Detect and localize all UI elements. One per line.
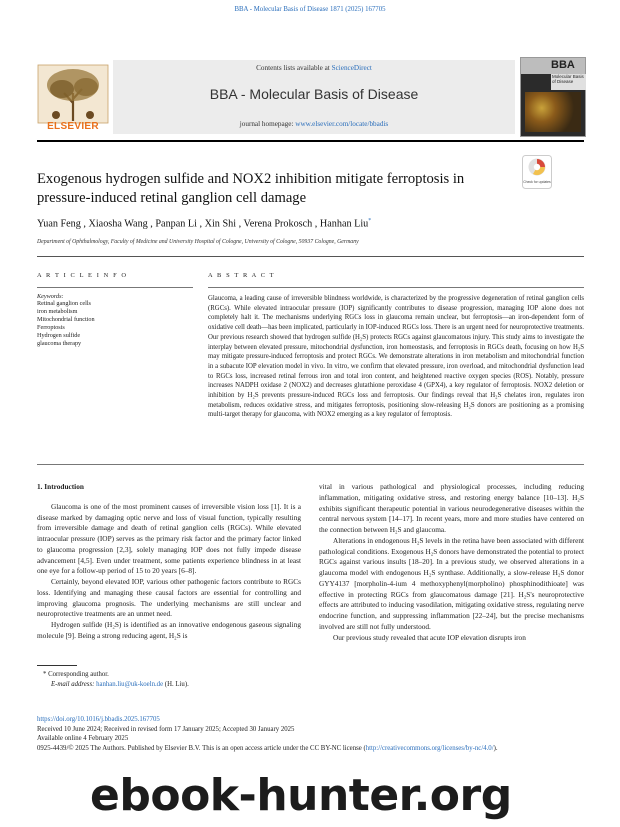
body-paragraph: Hydrogen sulfide (H₂S) is identified as an innovative endogenous gaseous signaling molecule [9]. Being a strong reducing agent, H₂S is [37,620,301,640]
body-paragraph: vital in various pathological and physiological processes, including reducing inflammation, mitigating oxidative stress, and restoring energy balance [10–13]. H₂S exhibits significant therapeutic potential in various neurodegenerative diseases within the central nervous system [14–17]. In recent years, more and more studies have centered on the connection between H₂S and glaucoma. [319,482,584,534]
body-paragraph: Our previous study revealed that acute IOP elevation disrupts iron [333,632,526,642]
received-dates: Received 10 June 2024; Received in revised form 17 January 2025; Accepted 30 January 2025 [37,725,295,733]
body-paragraph: Alterations in endogenous H₂S levels in the retina have been associated with different pathological conditions. Exogenous H₂S donors have demonstrated the potential to protect RGCs against various insults [18–20]. In a previous study, we observed alterations in a glaucoma model with endogenous H₂S synthase. Additionally, a slow-release H₂S donor GYY4137 [morpholin-4-ium 4 methoxyphenyl(morpholino) phosphinodithioate] was effective in protecting RGCs from glaucomatous damage [21]. H₂S's neuroprotective effects are attributed to inducing vasodilation, mitigating oxidative stress, regulating nerve endocrine function, and suppressing inflammation [22–24], but the precise mechanisms involved are still not fully understood. [319,535,584,631]
footnote [37,670,189,689]
body-paragraph: Glaucoma is one of the most prominent causes of irreversible vision loss [1]. It is a disease marked by damaging optic nerve and loss of visual function, typically resulting from irreversible damage and death of retinal ganglion cells (RGCs). While elevated intraocular pressure (IOP) serves as the primary risk factor and the primary factor linked to glaucoma progression [2,3], solely managing IOP does not fully impede disease advancement [4,5]. Even under treatment, some patients experience blindness in at least one eye for a follow-up period of 15 to 20 years [6–8]. [37,501,301,576]
cover-title: BBA [551,59,575,71]
keywords-rule [37,287,193,288]
corresponding-author-note: * Corresponding author. [43,671,109,678]
section-heading: 1. Introduction [37,482,84,491]
abstract-rule [208,287,584,288]
affiliation-rule [37,256,584,257]
license-line [37,744,584,754]
license-prefix: 0925-4439/© 2025 The Authors. Published by Elsevier B.V. This is an open access article under the CC BY-NC license ( [37,744,366,752]
contents-prefix: Contents lists available at [256,64,332,72]
footnote-rule [37,665,77,666]
sciencedirect-link[interactable]: ScienceDirect [331,64,372,72]
license-suffix: ). [493,744,498,752]
keywords-label: Keywords: [37,293,64,300]
abstract-heading: A B S T R A C T [208,272,276,279]
homepage-prefix: journal homepage: [239,120,296,128]
homepage-link[interactable]: www.elsevier.com/locate/bbadis [295,120,389,128]
body-left-column [37,482,301,642]
keyword-item: Mitochondrial function [37,316,95,323]
body-right-column [319,482,584,643]
keyword-item: Hydrogen sulfide [37,332,81,339]
check-for-updates-icon[interactable] [522,155,552,189]
header-rule [37,140,584,142]
available-online: Available online 4 February 2025 [37,735,129,743]
cover-image [525,92,581,132]
author-list [37,218,371,229]
journal-reference[interactable]: BBA - Molecular Basis of Disease 1871 (2025) 167705 [234,6,386,13]
article-info-heading: A R T I C L E I N F O [37,272,128,279]
email-label: E-mail address: [51,680,97,688]
authors-text: Yuan Feng , Xiaosha Wang , Panpan Li , Xin Shi , Verena Prokosch , Hanhan Liu [37,218,369,230]
corresponding-mark[interactable]: * [368,218,372,224]
keyword-item: Retinal ganglion cells [37,300,91,307]
body-paragraph: Certainly, beyond elevated IOP, various other pathogenic factors contribute to RGCs loss. Identifying and managing these causal factors are essential for controlling and improving glaucoma prognosis. The underlying mechanisms are still unclear and neuroprotective treatments are an unmet need. [37,577,301,619]
abstract-text: Glaucoma, a leading cause of irreversible blindness worldwide, is characterized by the progressive degeneration of retinal ganglion cells (RGCs). While elevated intraocular pressure (IOP) significantly contributes to disease progression, managing IOP alone does not completely halt it. The mechanisms underlying RGCs loss in glaucoma remain unclear, but ferroptosis—an iron-dependent form of oxidative cell death—has been implicated, particularly in IOP-induced RGCs loss. There is an urgent need for neuroprotective treatments. Our previous research showed that hydrogen sulfide (H₂S) protects RGCs against glaucomatous injury. This study aims to investigate the interplay between elevated pressure, mitochondrial dysfunction, iron homeostasis, and ferroptosis in RGCs death, focusing on how H₂S may mitigate pressure-induced ferroptosis and protect RGCs. We demonstrate alterations in iron metabolism and mitochondrial function in a subacute IOP elevation model in vivo. In vitro, we confirm that elevated pressure, iron overload, and mitochondrial dysfunction lead to RGCs loss, increased retinal ferrous iron and total iron content, and heightened reactive oxygen species (ROS). Notably, pressure increases NADPH oxidase 2 (NOX2) and decreases glutathione peroxidase 4 (GPX4), a key regulator of ferroptosis. NOX2 deletion or inhibition by H₂S prevents pressure-induced RGCs loss and ferroptosis. Our findings reveal that H₂S chelates iron, regulates iron metabolism, reduces oxidative stress, and mitigates ferroptosis, positioning slow-releasing H₂S donors are positioning as a promising multi-target therapy for glaucoma, with NOX2 emerging as a key regulator of ferroptosis. [208,295,584,419]
watermark-text: ebook-hunter.org [90,770,512,821]
email-suffix: (H. Liu). [163,680,189,688]
keyword-item: glaucoma therapy [37,340,82,347]
abstract-bottom-rule [37,464,584,465]
cover-subtitle: Molecular Basis of Disease [551,74,586,90]
check-updates-label: Check for updates [523,180,551,184]
license-link[interactable]: http://creativecommons.org/licenses/by-nc/4.0/ [365,744,494,752]
keyword-item: Ferroptosis [37,324,65,331]
publication-info [37,715,584,753]
journal-cover[interactable] [520,57,586,137]
email-link[interactable]: hanhan.liu@uk-koeln.de [96,680,164,688]
email-line [37,680,189,690]
article-title: Exogenous hydrogen sulfide and NOX2 inhibition mitigate ferroptosis in pressure-induced retinal ganglion cell damage [37,171,465,206]
keyword-item: iron metabolism [37,308,78,315]
journal-name: BBA - Molecular Basis of Disease [209,86,419,102]
affiliation: Department of Ophthalmology, Faculty of Medicine and University Hospital of Cologne, University of Cologne, 50937 Cologne, Germany [37,239,359,245]
publisher-name: ELSEVIER [47,121,99,132]
keywords-list [37,300,95,348]
doi-link[interactable]: https://doi.org/10.1016/j.bbadis.2025.167705 [37,716,160,723]
